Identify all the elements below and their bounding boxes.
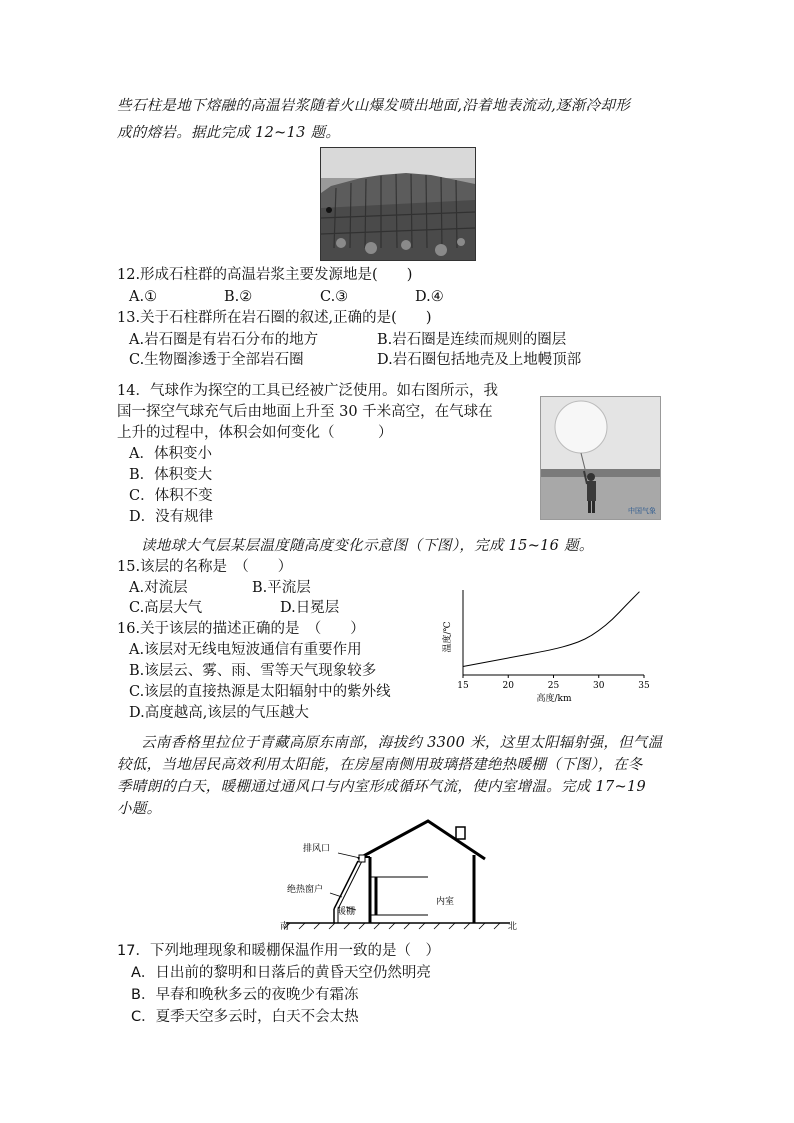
q14-option-b[interactable]: B．体积变大 bbox=[129, 467, 213, 483]
intro-line-1: 些石柱是地下熔融的高温岩浆随着火山爆发喷出地面,沿着地表流动,逐渐冷却形 bbox=[117, 98, 631, 114]
q14-line-3: 上升的过程中，体积会如何变化（ ） bbox=[117, 425, 393, 441]
greenhouse-glass bbox=[334, 861, 358, 909]
q14-option-a[interactable]: A．体积变小 bbox=[129, 446, 212, 462]
q15-option-d[interactable]: D.日冕层 bbox=[280, 600, 340, 616]
q14-line-1: 14．气球作为探空的工具已经被广泛使用。如右图所示，我 bbox=[117, 383, 498, 399]
q17-option-c[interactable]: C．夏季天空多云时，白天不会太热 bbox=[131, 1009, 359, 1025]
reading-17-19-line-1: 云南香格里拉位于青藏高原东南部，海拔约 3300 米，这里太阳辐射强，但气温 bbox=[141, 735, 663, 751]
intro-line-2: 成的熔岩。据此完成 12~13 题。 bbox=[117, 125, 341, 141]
reading-15-16: 读地球大气层某层温度随高度变化示意图（下图），完成 15~16 题。 bbox=[141, 538, 594, 554]
chimney bbox=[456, 827, 465, 839]
x-tick-label: 20 bbox=[502, 681, 514, 691]
q15-option-a[interactable]: A.对流层 bbox=[129, 580, 188, 596]
north-label: 北 bbox=[508, 922, 518, 932]
q12-option-a[interactable]: A.① bbox=[129, 289, 158, 305]
roof bbox=[358, 821, 485, 859]
q14-option-d[interactable]: D．没有规律 bbox=[129, 509, 214, 525]
q17-option-a[interactable]: A．日出前的黎明和日落后的黄昏天空仍然明亮 bbox=[131, 965, 431, 981]
q15-stem: 15.该层的名称是 （ ） bbox=[117, 559, 293, 575]
inner-room-label: 内室 bbox=[436, 897, 455, 907]
x-axis-label: 高度/km bbox=[536, 694, 572, 704]
q13-option-d[interactable]: D.岩石圈包括地壳及上地幔顶部 bbox=[377, 352, 582, 368]
x-tick-label: 15 bbox=[457, 681, 469, 691]
ground-hatch bbox=[284, 923, 500, 929]
q14-option-c[interactable]: C．体积不变 bbox=[129, 488, 213, 504]
vent-label: 排风口 bbox=[303, 844, 331, 854]
q13-stem: 13.关于石柱群所在岩石圈的叙述,正确的是( ) bbox=[117, 310, 432, 326]
q15-option-c[interactable]: C.高层大气 bbox=[129, 600, 203, 616]
window-label: 绝热窗户 bbox=[287, 885, 324, 895]
q14-line-2: 国一探空气球充气后由地面上升至 30 千米高空，在气球在 bbox=[117, 404, 493, 420]
q17-option-b[interactable]: B．早春和晚秋多云的夜晚少有霜冻 bbox=[131, 987, 359, 1003]
x-tick-label: 35 bbox=[638, 681, 650, 691]
temperature-altitude-chart bbox=[430, 585, 660, 710]
q12-option-c[interactable]: C.③ bbox=[320, 289, 349, 305]
y-axis-label: 温度/℃ bbox=[443, 621, 453, 653]
q13-option-a[interactable]: A.岩石圈是有岩石分布的地方 bbox=[129, 332, 319, 348]
photo-watermark: 中国气象 bbox=[628, 507, 656, 515]
weather-balloon-photo bbox=[540, 396, 661, 520]
south-label: 南 bbox=[280, 922, 290, 932]
greenhouse-label: 暖棚 bbox=[337, 907, 356, 917]
weather-balloon-image bbox=[541, 397, 660, 519]
q12-stem: 12.形成石柱群的高温岩浆主要发源地是( ) bbox=[117, 267, 413, 283]
vent-opening bbox=[359, 855, 365, 862]
q16-option-b[interactable]: B.该层云、雾、雨、雪等天气现象较多 bbox=[129, 663, 377, 679]
q15-option-b[interactable]: B.平流层 bbox=[252, 580, 311, 596]
reading-17-19-line-3: 季晴朗的白天，暖棚通过通风口与内室形成循环气流，使内室增温。完成 17~19 bbox=[117, 779, 647, 795]
q16-option-d[interactable]: D.高度越高,该层的气压越大 bbox=[129, 705, 309, 721]
x-tick-label: 25 bbox=[547, 681, 560, 691]
reading-17-19-line-4: 小题。 bbox=[117, 801, 162, 817]
temperature-curve bbox=[463, 592, 639, 667]
q13-option-c[interactable]: C.生物圈渗透于全部岩石圈 bbox=[129, 352, 304, 368]
q16-option-a[interactable]: A.该层对无线电短波通信有重要作用 bbox=[129, 642, 362, 658]
q17-stem: 17．下列地理现象和暖棚保温作用一致的是（ ） bbox=[117, 943, 440, 959]
q16-stem: 16.关于该层的描述正确的是 （ ） bbox=[117, 621, 365, 637]
q12-option-d[interactable]: D.④ bbox=[415, 289, 444, 305]
greenhouse-house-diagram bbox=[270, 815, 530, 935]
q12-option-b[interactable]: B.② bbox=[224, 289, 253, 305]
x-tick-label: 30 bbox=[593, 681, 605, 691]
reading-17-19-line-2: 较低，当地居民高效利用太阳能，在房屋南侧用玻璃搭建绝热暖棚（下图），在冬 bbox=[117, 757, 643, 773]
q13-option-b[interactable]: B.岩石圈是连续而规则的圈层 bbox=[377, 332, 567, 348]
basalt-columns-image bbox=[321, 148, 475, 260]
basalt-columns-photo bbox=[320, 147, 476, 261]
q16-option-c[interactable]: C.该层的直接热源是太阳辐射中的紫外线 bbox=[129, 684, 391, 700]
